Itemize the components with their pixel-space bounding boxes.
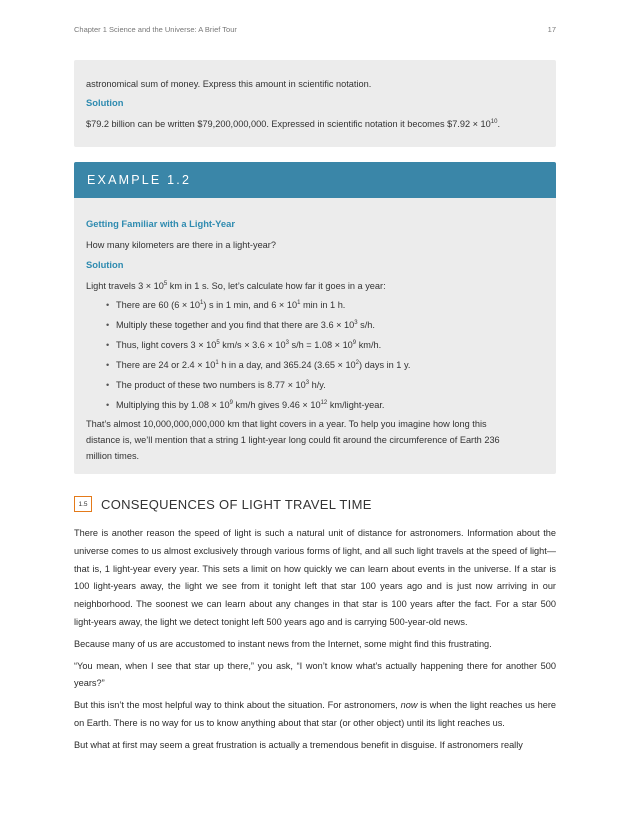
list-item: • There are 24 or $2.4 \times 10^1$ h in a day, and 365.24 $(3.65 \times 10^2)$ days in 1 y.: [106, 359, 411, 370]
section-heading: [74, 496, 372, 512]
section-title: CONSEQUENCES OF LIGHT TRAVEL TIME: [101, 496, 372, 512]
example-question: How many kilometers are there in a light-year?: [86, 240, 276, 250]
section-number-badge: 1.5: [74, 496, 92, 512]
list-item: • Thus, light covers $3 \times 10^5$ $km/s \times 3.6 \times 10^3$ $s/h = 1.08 \times 10^9$ km/h.: [106, 339, 382, 350]
list-item: • The product of these two numbers is $8.77 \times 10^3$ h/y.: [106, 379, 326, 390]
paragraph: Because many of us are accustomed to instant news from the Internet, some might find this frustrating.: [74, 638, 492, 649]
solution-text: $79.2 billion can be written $79,200,000,000. Expressed in scientific notation it becomes $7.92 × $10^{10}$.: [86, 118, 501, 129]
example-closing-line: distance is, we’ll mention that a string 1 light-year long could fit around the circumference of Earth 236: [86, 435, 500, 445]
paragraph: There is another reason the speed of light is such a natural unit of distance for astronomers. Information about the universe comes to us almost exclusively through various forms of light, and all such light travels at the speed of light—that is, 1 light-year every year. This sets a limit on how quickly we can learn about events in the universe. If a star is 100 light-years away, the light we see from it tonight left that star 100 years ago and is just now arriving in our neighborhood. The soonest we can learn about any changes in that star is 100 years after the fact. For a star 500 light-years away, the light we detect tonight left 500 years ago and is carrying 500-year-old news.: [74, 528, 556, 627]
list-item: • Multiply these together and you find that there are $3.6 \times 10^3$ s/h.: [106, 319, 375, 330]
example-closing-line: million times.: [86, 451, 140, 461]
example-closing-line: That’s almost 10,000,000,000,000 km that light covers in a year. To help you imagine how long this: [86, 419, 487, 429]
list-item: • Multiplying this by $1.08 \times 10^9$ km/h gives $9.46 \times 10^{12}$ km/light-year.: [106, 399, 385, 410]
chapter-title: Chapter 1 Science and the Universe: A Brief Tour: [74, 25, 237, 34]
paragraph: “You mean, when I see that star up there,” you ask, “I won’t know what’s actually happening there for another 500 years?”: [74, 660, 556, 689]
paragraph: But this isn’t the most helpful way to think about the situation. For astronomers, now is when the light reaches us here on Earth. There is no way for us to know anything about that star (or other object) until its light reaches us.: [74, 700, 556, 728]
example-title: Getting Familiar with a Light-Year: [86, 218, 235, 229]
running-head: [74, 25, 556, 34]
solution-heading: Solution: [86, 97, 124, 108]
exercise-text: astronomical sum of money. Express this amount in scientific notation.: [86, 79, 372, 89]
body-text: [74, 525, 556, 755]
example-box: [74, 162, 556, 474]
list-item: • There are 60 $(6 \times 10^1)$ s in 1 min, and $6 \times 10^1$ min in 1 h.: [106, 299, 346, 310]
paragraph: But what at first may seem a great frustration is actually a tremendous benefit in disguise. If astronomers really: [74, 739, 523, 750]
example-header: EXAMPLE 1.2: [74, 162, 556, 198]
solution-heading: Solution: [86, 259, 124, 270]
exercise-continuation-box: [74, 60, 556, 147]
page-number: 17: [547, 25, 556, 34]
solution-intro: Light travels $3 \times 10^5$ km in 1 s. So, let’s calculate how far it goes in a year:: [86, 280, 386, 291]
